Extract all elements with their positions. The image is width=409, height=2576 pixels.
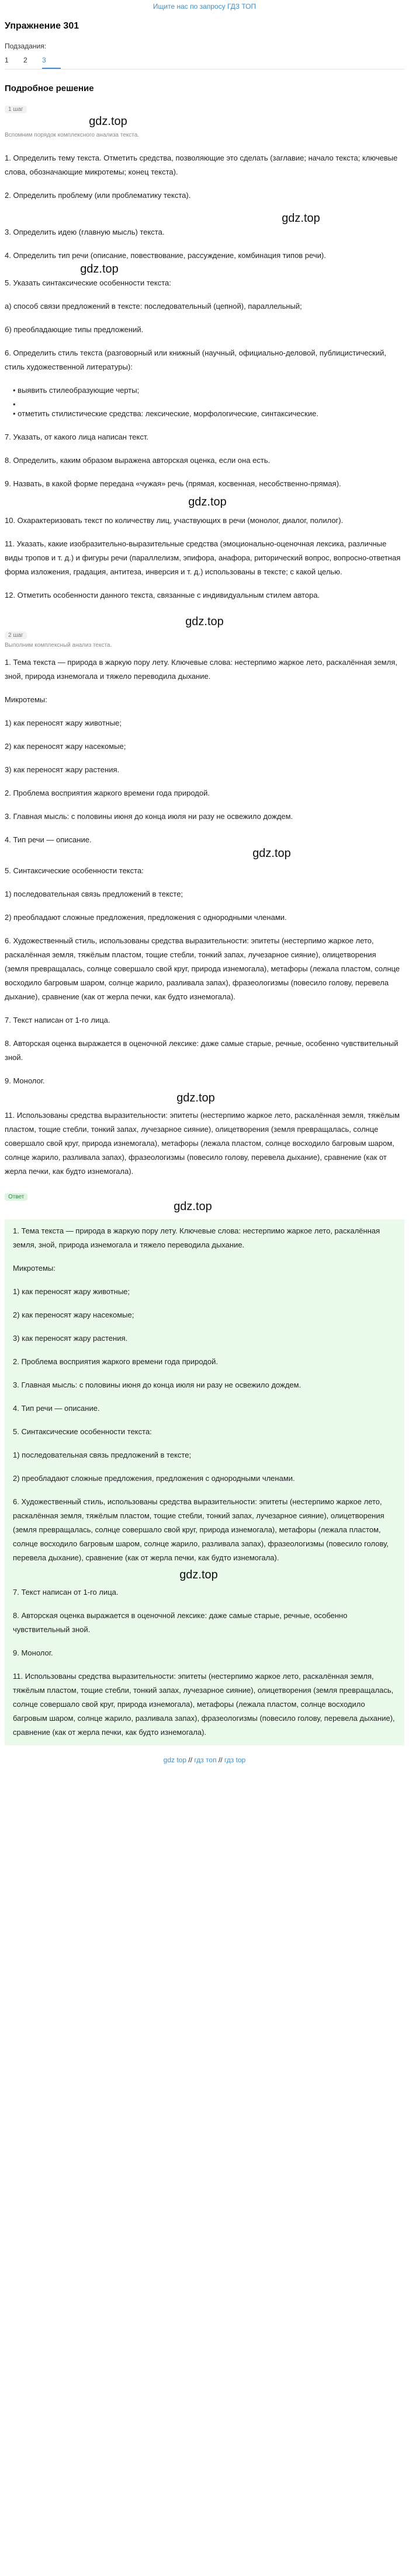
- list-item: 1. Тема текста — природа в жаркую пору лету. Ключевые слова: нестерпимо жаркое лето, раскалённая земля, зной, природа изнемогала и тяжело переводила дыхание.: [5, 658, 397, 681]
- list-item: 8. Авторская оценка выражается в оценочной лексике: даже самые старые, речные, особенно чувствительный зной.: [13, 1611, 348, 1634]
- bullet-item: • выявить стилеобразующие черты;: [13, 384, 401, 398]
- list-item: 1) как переносят жару животные;: [13, 1287, 130, 1296]
- step-badge: [5, 106, 409, 113]
- answer-badge: [5, 1194, 409, 1200]
- subtasks-label: Подзадания:: [5, 42, 47, 50]
- watermark: gdz.top: [174, 1200, 212, 1213]
- list-item: 3) как переносят жару растения.: [13, 1334, 128, 1343]
- list-item: 5. Синтаксические особенности текста:: [5, 866, 144, 875]
- watermark: gdz.top: [179, 1568, 218, 1581]
- list-item: 1. Тема текста — природа в жаркую пору лету. Ключевые слова: нестерпимо жаркое лето, раскалённая земля, зной, природа изнемогала и тяжело переводила дыхание.: [13, 1226, 380, 1249]
- list-item: 6. Художественный стиль, использованы средства выразительности: эпитеты (нестерпимо жаркое лето, раскалённая земля, тяжёлым пластом, тощие стебли, тонкий запах, лучезарное сияние), олицетворения (земля превращалась, солнце совершало свой круг, природа изнемогала), метафоры (лежала пластом, солнце восходило багровым шаром, солнце жарило, разливала запах), фразеологизмы (повесило голову, перевела дыхание), сравнение (как от жерла печки, как будто изнемогала).: [5, 936, 400, 1001]
- list-item: 8. Авторская оценка выражается в оценочной лексике: даже самые старые, речные, особенно чувствительный зной.: [5, 1039, 398, 1062]
- step-2-label: Выполним комплексный анализ текста.: [5, 642, 112, 649]
- bullet-list: [13, 384, 401, 421]
- answer-badge-label: Ответ: [5, 1193, 27, 1201]
- footer-link[interactable]: gdz top: [163, 1756, 187, 1764]
- footer: [0, 1756, 409, 1764]
- list-item: 4. Тип речи — описание.: [5, 835, 92, 844]
- bullet-item: • отметить стилистические средства: лексические, морфологические, синтаксические.: [13, 407, 401, 421]
- list-item: 7. Указать, от какого лица написан текст.: [5, 433, 148, 441]
- list-item: 2) преобладают сложные предложения, предложения с однородными членами.: [13, 1474, 295, 1483]
- list-item: 11. Использованы средства выразительности: эпитеты (нестерпимо жаркое лето, раскалённая земля, тяжёлым пластом, тощие стебли, тонкий запах, лучезарное сияние), олицетворения (земля превращалась, солнце совершало свой круг, природа изнемогала), метафоры (лежала пластом, солнце восходило багровым шаром, солнце жарило, разливала запах), фразеологизмы (повесило голову, перевела дыхание), сравнение (как от жерла печки, как будто изнемогала).: [13, 1672, 395, 1737]
- list-item: 9. Монолог.: [5, 1076, 45, 1085]
- list-item: 6. Определить стиль текста (разговорный или книжный (научный, официально-деловой, публицистический, стиль художественной литературы):: [5, 348, 386, 371]
- answer-box: [5, 1219, 404, 1745]
- watermark: gdz.top: [282, 212, 320, 225]
- subtask-tab-2[interactable]: 2: [23, 56, 27, 64]
- list-item: а) способ связи предложений в тексте: последовательный (цепной), параллельный;: [5, 302, 302, 311]
- list-item: 10. Охарактеризовать текст по количеству лиц, участвующих в речи (монолог, диалог, полилог).: [5, 516, 344, 525]
- section-title: Подробное решение: [5, 83, 94, 93]
- subtask-tabs: [5, 56, 409, 69]
- list-item: 11. Использованы средства выразительности: эпитеты (нестерпимо жаркое лето, раскалённая земля, тяжёлым пластом, тощие стебли, тонкий запах, лучезарное сияние), олицетворения (земля превращалась, солнце совершало свой круг, природа изнемогала), метафоры (лежала пластом, солнце восходило багровым шаром, солнце жарило, разливала запах), фразеологизмы (повесило голову, перевела дыхание), сравнение (как от жерла печки, как будто изнемогала).: [5, 1111, 400, 1176]
- list-item: 11. Указать, какие изобразительно-выразительные средства (эмоционально-оценочная лексика, различные виды тропов и т. д.) и фигуры речи (параллелизм, эпифора, анафора, риторический вопрос, вопросно-ответная форма изложения, градация, антитеза, инверсия и т. д.) использованы в тексте; с какой целью.: [5, 539, 401, 576]
- step-2-badge: 2 шаг: [5, 632, 27, 639]
- list-item: 1) последовательная связь предложений в тексте;: [13, 1451, 192, 1459]
- watermark: gdz.top: [80, 263, 119, 276]
- list-item: Микротемы:: [13, 1264, 56, 1273]
- list-item: 3. Главная мысль: с половины июня до конца июля ни разу не освежило дождем.: [13, 1381, 301, 1389]
- list-item: 12. Отметить особенности данного текста, связанные с индивидуальным стилем автора.: [5, 591, 320, 599]
- subtask-tab-3[interactable]: 3: [42, 56, 61, 69]
- list-item: 4. Тип речи — описание.: [13, 1404, 100, 1413]
- step-badge: [5, 632, 409, 639]
- watermark: gdz.top: [252, 847, 291, 860]
- step-1-label: Вспомним порядок комплексного анализа текста.: [5, 132, 140, 138]
- footer-separator: //: [218, 1756, 223, 1764]
- list-item: 3) как переносят жару растения.: [5, 765, 120, 774]
- list-item: 6. Художественный стиль, использованы средства выразительности: эпитеты (нестерпимо жаркое лето, раскалённая земля, тяжёлым пластом, тощие стебли, тонкий запах, лучезарное сияние), олицетворения (земля превращалась, солнце совершало свой круг, природа изнемогала), метафоры (лежала пластом, солнце восходило багровым шаром, солнце жарило, разливала запах), фразеологизмы (повесило голову, перевела дыхание), сравнение (как от жерла печки, как будто изнемогала).: [13, 1497, 389, 1562]
- watermark: gdz.top: [176, 1092, 215, 1104]
- list-item: 1) как переносят жару животные;: [5, 719, 122, 727]
- list-item: 5. Синтаксические особенности текста:: [13, 1427, 152, 1436]
- list-item: 2. Проблема восприятия жаркого времени года природой.: [13, 1357, 218, 1366]
- list-item: 9. Монолог.: [13, 1648, 53, 1657]
- footer-separator: //: [188, 1756, 193, 1764]
- list-item: 8. Определить, каким образом выражена авторская оценка, если она есть.: [5, 456, 271, 465]
- top-banner: [0, 0, 409, 13]
- list-item: 2) преобладают сложные предложения, предложения с однородными членами.: [5, 913, 287, 922]
- list-item: 7. Текст написан от 1-го лица.: [13, 1588, 119, 1597]
- list-item: 7. Текст написан от 1-го лица.: [5, 1016, 110, 1024]
- footer-link[interactable]: гдз топ: [194, 1756, 217, 1764]
- list-item: 2) как переносят жару насекомые;: [13, 1310, 134, 1319]
- watermark: gdz.top: [188, 496, 227, 508]
- top-banner-link[interactable]: Ищите нас по запросу ГДЗ ТОП: [152, 2, 257, 11]
- list-item: Микротемы:: [5, 695, 47, 704]
- page-title: Упражнение 301: [5, 21, 79, 31]
- step-1-badge: 1 шаг: [5, 106, 27, 113]
- list-item: 2. Определить проблему (или проблематику текста).: [5, 191, 191, 200]
- list-item: 9. Назвать, в какой форме передана «чужая» речь (прямая, косвенная, несобственно-прямая).: [5, 479, 341, 488]
- watermark: gdz.top: [185, 615, 224, 628]
- list-item: 2. Проблема восприятия жаркого времени года природой.: [5, 789, 210, 797]
- footer-link[interactable]: гдз top: [224, 1756, 246, 1764]
- list-item: 1) последовательная связь предложений в тексте;: [5, 890, 183, 898]
- list-item: б) преобладающие типы предложений.: [5, 325, 144, 334]
- list-item: 3. Определить идею (главную мысль) текста.: [5, 228, 165, 236]
- list-item: 3. Главная мысль: с половины июня до конца июля ни разу не освежило дождем.: [5, 812, 293, 821]
- subtask-tab-1[interactable]: 1: [5, 56, 9, 64]
- list-item: 2) как переносят жару насекомые;: [5, 742, 126, 751]
- list-item: 4. Определить тип речи (описание, повествование, рассуждение, комбинация типов речи).: [5, 251, 326, 260]
- list-item: 1. Определить тему текста. Отметить средства, позволяющие это сделать (заглавие; начало текста; ключевые слова, обозначающие микротемы; конец текста).: [5, 154, 398, 176]
- list-item: 5. Указать синтаксические особенности текста:: [5, 278, 171, 287]
- watermark: gdz.top: [89, 115, 127, 128]
